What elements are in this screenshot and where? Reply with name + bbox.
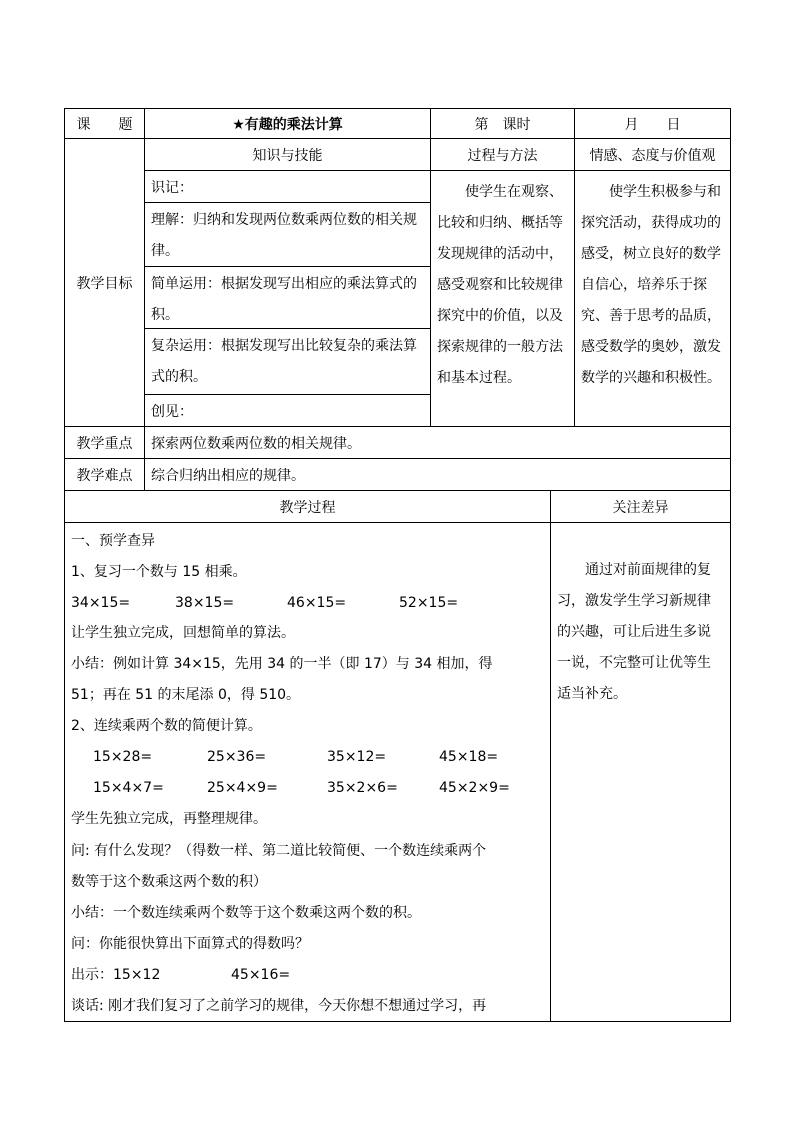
key-point-label: 教学重点 bbox=[76, 435, 133, 452]
expression: 35×12= bbox=[327, 749, 387, 765]
date-text: 月 日 bbox=[624, 116, 681, 133]
section-heading: 一、预学查异 bbox=[71, 533, 155, 549]
instruction-text: 让学生独立完成，回想简单的算法。 bbox=[71, 625, 295, 641]
difficulty-cell bbox=[144, 458, 731, 491]
expression: 45×18= bbox=[439, 749, 499, 765]
knowledge-item-complex-apply bbox=[144, 328, 431, 395]
teaching-process-header: 教学过程 bbox=[279, 499, 336, 516]
expression: 45×2×9= bbox=[439, 780, 510, 796]
question-text: 问: 有什么发现？（得数一样、第二道比较简便、一个数连续乘两个 bbox=[71, 843, 487, 859]
question-text-continued: 数等于这个数乘这两个数的积） bbox=[71, 874, 267, 890]
process-goal-text: 使学生在观察、比较和归纳、概括等发现规律的活动中，感受观察和比较规律探究中的价值，以及探索规律的一般方法和基本过程。 bbox=[437, 184, 563, 386]
expression: 46×15= bbox=[287, 595, 347, 611]
difference-header: 关注差异 bbox=[612, 499, 669, 516]
instruction-text: 学生先独立完成，再整理规律。 bbox=[71, 811, 267, 827]
knowledge-header-cell bbox=[144, 138, 431, 171]
knowledge-item-text: 创见： bbox=[151, 403, 193, 420]
lesson-title: ★有趣的乘法计算 bbox=[232, 116, 343, 133]
emotion-goal-text: 使学生积极参与和探究活动，获得成功的感受，树立良好的数学自信心，培养乐于探究、善于思考的品质，感受数学的奥妙，激发数学的兴趣和积极性。 bbox=[581, 184, 721, 386]
difference-text: 通过对前面规律的复习，激发学生学习新规律的兴趣，可让后进生多说一说，不完整可让优等生适当补充。 bbox=[557, 562, 711, 702]
emotion-goal-cell bbox=[574, 170, 731, 427]
difference-cell bbox=[550, 522, 731, 1022]
summary-text-continued: 51；再在 51 的末尾添 0，得 510。 bbox=[71, 687, 301, 703]
key-point-cell bbox=[144, 426, 731, 459]
period-cell bbox=[430, 108, 575, 139]
difficulty-label: 教学难点 bbox=[76, 467, 133, 484]
emotion-header: 情感、态度与价值观 bbox=[589, 147, 716, 164]
expression: 34×15= bbox=[71, 595, 131, 611]
expression: 35×2×6= bbox=[327, 780, 398, 796]
date-cell bbox=[574, 108, 731, 139]
key-point-text: 探索两位数乘两位数的相关规律。 bbox=[151, 435, 361, 452]
process-header-cell bbox=[430, 138, 575, 171]
knowledge-header: 知识与技能 bbox=[252, 147, 323, 164]
goals-label-cell bbox=[64, 138, 145, 427]
expression: 25×36= bbox=[207, 749, 267, 765]
process-header: 过程与方法 bbox=[467, 147, 538, 164]
continuous-multiply-heading: 2、连续乘两个数的简便计算。 bbox=[71, 718, 262, 734]
knowledge-item-text: 理解：归纳和发现两位数乘两位数的相关规律。 bbox=[151, 212, 417, 259]
knowledge-item-text: 复杂运用：根据发现写出比较复杂的乘法算式的积。 bbox=[151, 338, 417, 385]
question-text: 问：你能很快算出下面算式的得数吗？ bbox=[71, 936, 309, 952]
lesson-label-cell bbox=[64, 108, 145, 139]
lesson-title-cell bbox=[144, 108, 431, 139]
key-point-label-cell bbox=[64, 426, 145, 459]
knowledge-item-text: 简单运用：根据发现写出相应的乘法算式的积。 bbox=[151, 276, 417, 323]
summary-text: 小结：例如计算 34×15，先用 34 的一半（即 17）与 34 相加，得 bbox=[71, 656, 493, 672]
expression: 15×4×7= bbox=[93, 780, 164, 796]
process-goal-cell bbox=[430, 170, 575, 427]
review-heading: 1、复习一个数与 15 相乘。 bbox=[71, 564, 247, 580]
teaching-process-header-cell bbox=[64, 490, 551, 523]
lesson-label: 课 题 bbox=[76, 116, 133, 133]
teaching-process-cell bbox=[64, 522, 551, 1022]
summary-text: 小结：一个数连续乘两个数等于这个数乘这两个数的积。 bbox=[71, 905, 421, 921]
expression: 出示：15×12 bbox=[71, 967, 161, 983]
goals-label: 教学目标 bbox=[76, 275, 133, 292]
knowledge-item-creative bbox=[144, 394, 431, 427]
knowledge-item-recall bbox=[144, 170, 431, 203]
period-text: 第 课时 bbox=[474, 116, 531, 133]
talk-text: 谈话: 刚才我们复习了之前学习的规律，今天你想不想通过学习，再 bbox=[71, 998, 487, 1014]
emotion-header-cell bbox=[574, 138, 731, 171]
expression: 25×4×9= bbox=[207, 780, 278, 796]
knowledge-item-text: 识记： bbox=[151, 179, 193, 196]
difficulty-text: 综合归纳出相应的规律。 bbox=[151, 467, 305, 484]
expression: 15×28= bbox=[93, 749, 153, 765]
knowledge-item-simple-apply bbox=[144, 266, 431, 329]
difference-header-cell bbox=[550, 490, 731, 523]
knowledge-item-understand bbox=[144, 202, 431, 267]
expression: 45×16= bbox=[231, 967, 291, 983]
difficulty-label-cell bbox=[64, 458, 145, 491]
expression: 38×15= bbox=[175, 595, 235, 611]
expression: 52×15= bbox=[399, 595, 459, 611]
